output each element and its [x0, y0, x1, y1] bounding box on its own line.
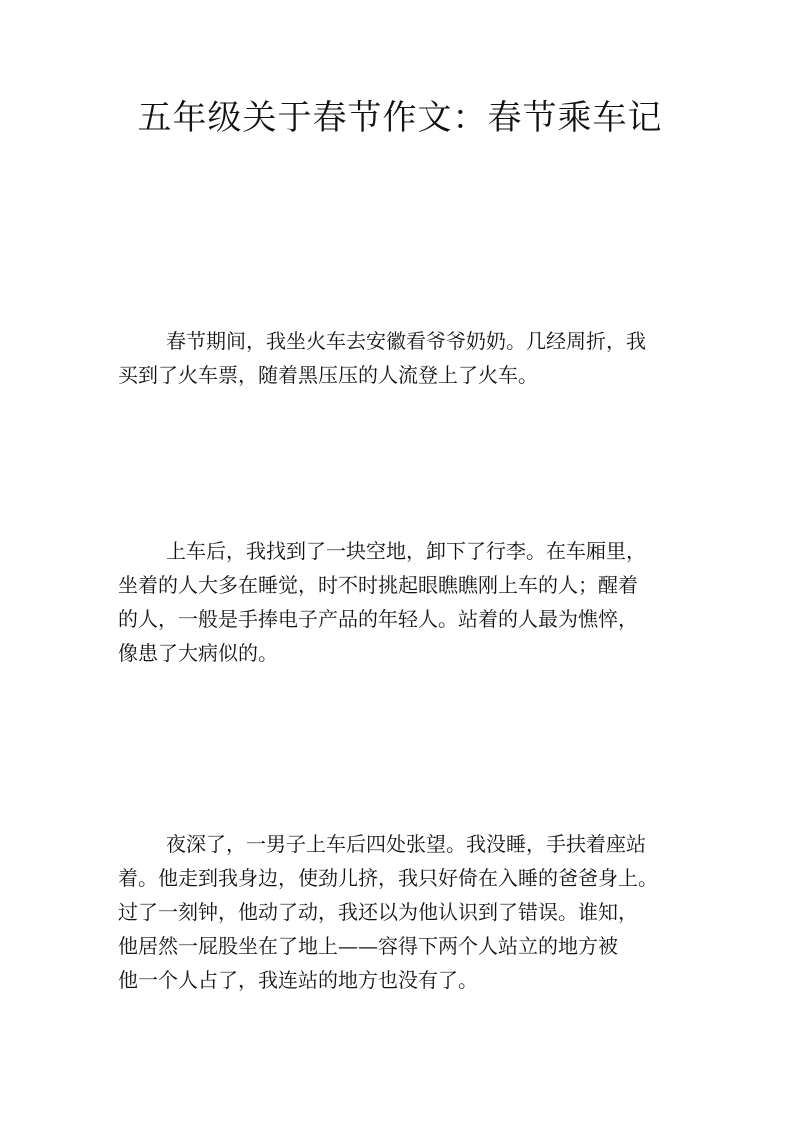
paragraph-line: 上车后，我找到了一块空地，卸下了行李。在车厢里， [166, 539, 646, 563]
paragraph-2 [118, 534, 684, 670]
paragraph-line: 春节期间，我坐火车去安徽看爷爷奶奶。几经周折，我 [166, 329, 646, 353]
paragraph-line: 着。他走到我身边，使劲儿挤，我只好倚在入睡的爸爸身上。 [118, 866, 658, 890]
paragraph-line: 过了一刻钟，他动了动，我还以为他认识到了错误。谁知， [118, 900, 638, 924]
paragraph-line: 他居然一屁股坐在了地上——容得下两个人站立的地方被 [118, 934, 618, 958]
document-title: 五年级关于春节作文：春节乘车记 [137, 98, 663, 138]
paragraph-line: 的人，一般是手捧电子产品的年轻人。站着的人最为憔悴， [118, 607, 638, 631]
paragraph-line: 买到了火车票，随着黑压压的人流登上了火车。 [118, 363, 538, 387]
paragraph-line: 他一个人占了，我连站的地方也没有了。 [118, 968, 478, 992]
paragraph-3 [118, 827, 684, 997]
paragraph-line: 夜深了，一男子上车后四处张望。我没睡，手扶着座站 [166, 832, 646, 856]
paragraph-line: 像患了大病似的。 [118, 641, 278, 665]
paragraph-line: 坐着的人大多在睡觉，时不时挑起眼瞧瞧刚上车的人；醒着 [118, 573, 638, 597]
paragraph-1 [118, 324, 684, 392]
